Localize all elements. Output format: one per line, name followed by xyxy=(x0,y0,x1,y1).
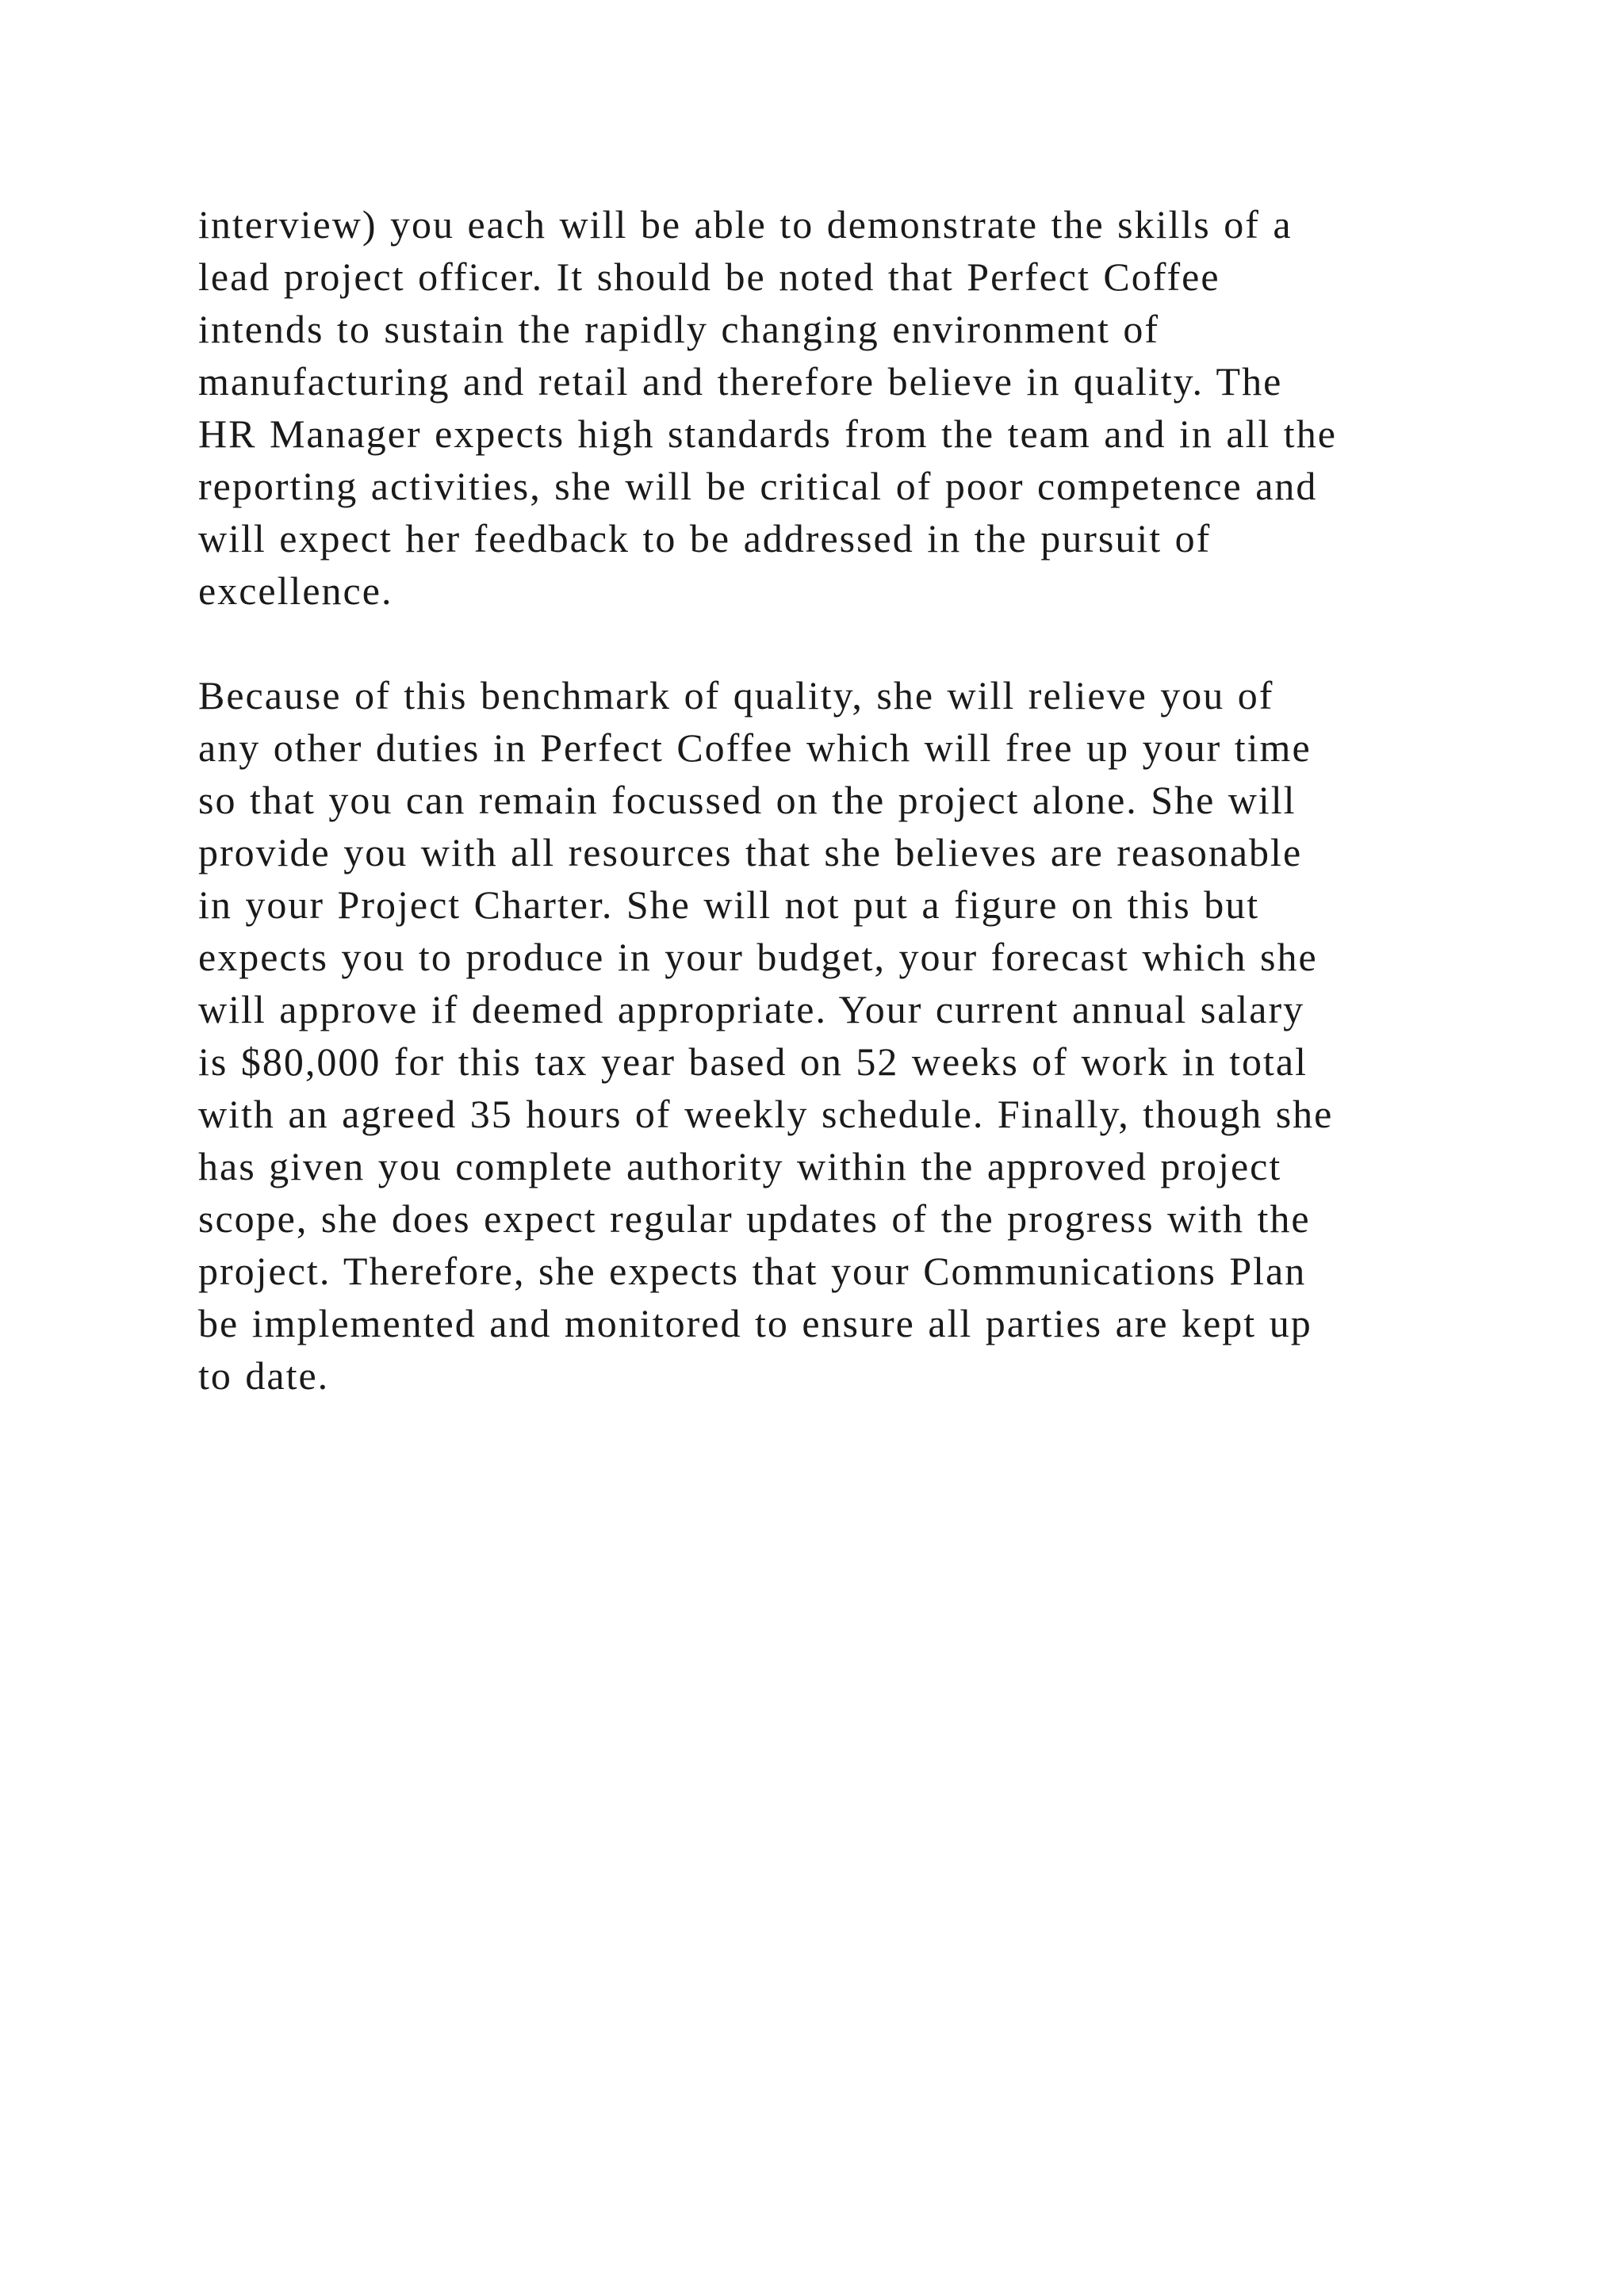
text-line: with an agreed 35 hours of weekly schedule. Finally, though she xyxy=(198,1092,1334,1136)
text-line: has given you complete authority within the approved project xyxy=(198,1144,1282,1188)
text-line: to date. xyxy=(198,1353,330,1398)
paragraph-2 xyxy=(198,669,1507,1402)
text-line: HR Manager expects high standards from the team and in all the xyxy=(198,411,1337,456)
text-line: will approve if deemed appropriate. Your current annual salary xyxy=(198,987,1305,1031)
text-line: be implemented and monitored to ensure all parties are kept up xyxy=(198,1301,1312,1345)
text-line: manufacturing and retail and therefore believe in quality. The xyxy=(198,359,1283,404)
text-line: expects you to produce in your budget, your forecast which she xyxy=(198,935,1318,979)
paragraph-1 xyxy=(198,198,1507,617)
text-line: will expect her feedback to be addressed in the pursuit of xyxy=(198,516,1212,561)
text-line: intends to sustain the rapidly changing environment of xyxy=(198,307,1160,351)
text-line: lead project officer. It should be noted that Perfect Coffee xyxy=(198,254,1220,299)
text-line: is $80,000 for this tax year based on 52 weeks of work in total xyxy=(198,1039,1308,1084)
text-line: Because of this benchmark of quality, she will relieve you of xyxy=(198,673,1274,718)
text-line: interview) you each will be able to demonstrate the skills of a xyxy=(198,202,1293,247)
text-line: reporting activities, she will be critical of poor competence and xyxy=(198,464,1318,508)
text-line: excellence. xyxy=(198,568,393,613)
text-line: provide you with all resources that she believes are reasonable xyxy=(198,830,1303,874)
text-line: project. Therefore, she expects that your Communications Plan xyxy=(198,1249,1307,1293)
text-line: so that you can remain focussed on the project alone. She will xyxy=(198,778,1297,822)
text-line: in your Project Charter. She will not put a figure on this but xyxy=(198,882,1260,927)
text-line: scope, she does expect regular updates of the progress with the xyxy=(198,1196,1311,1241)
text-line: any other duties in Perfect Coffee which will free up your time xyxy=(198,725,1312,770)
